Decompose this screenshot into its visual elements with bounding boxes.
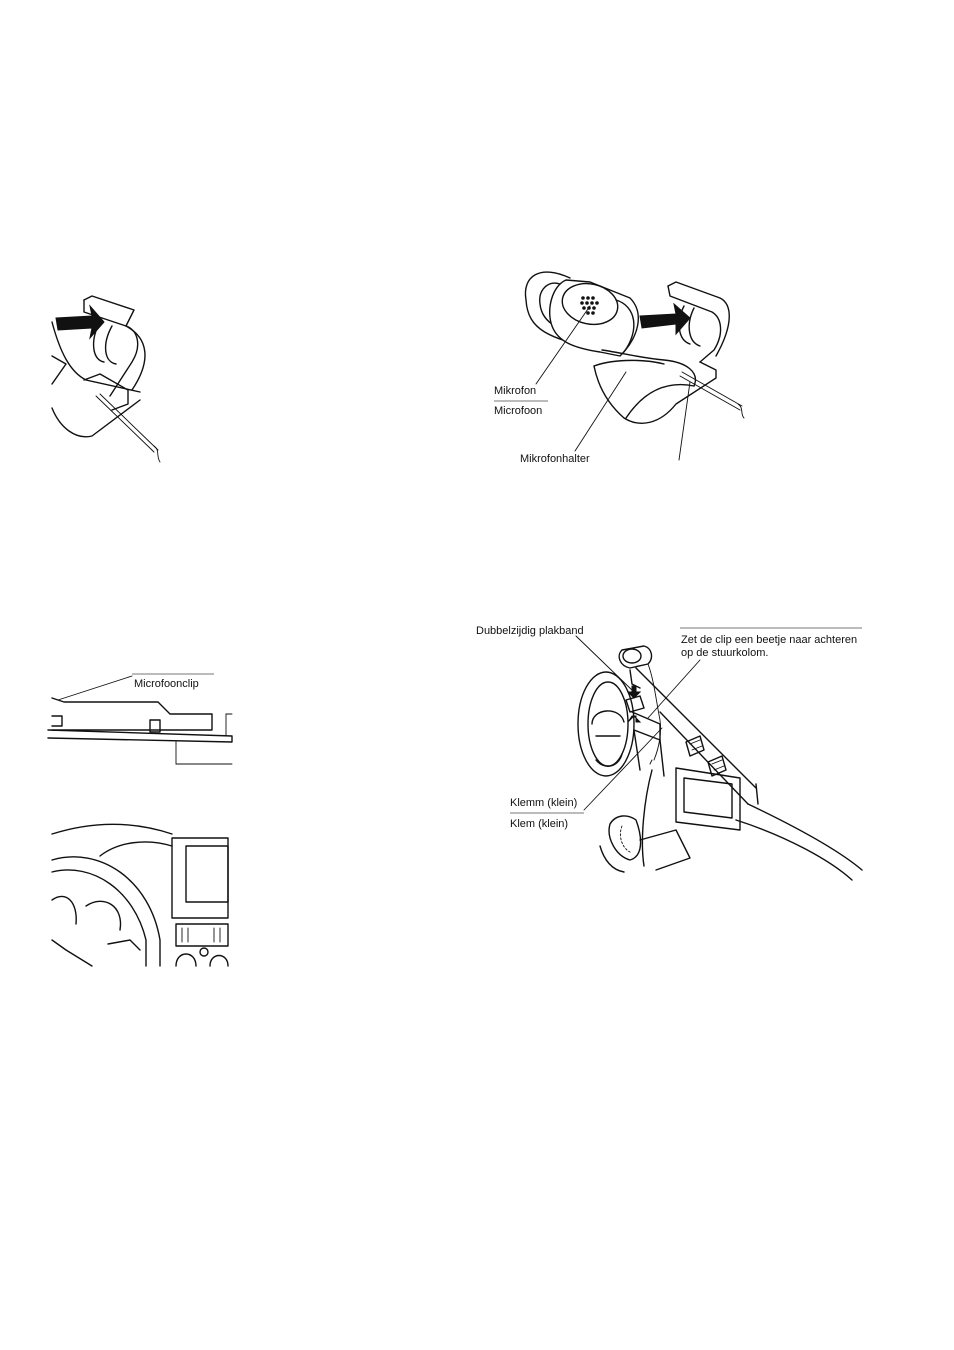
holder-label: Mikrofonhalter [520,453,590,465]
clamp-label-nl: Klem (klein) [510,818,569,830]
clamp-label-de: Klemm (klein) [510,797,578,809]
microphone-clip-label: Microfoonclip [134,678,199,690]
mic-label-nl: Microfoon [494,405,543,417]
mic-label-de: Mikrofon [494,385,537,397]
instruction-text: Zet de clip een beetje naar achteren op de stuurkolom. [681,634,858,659]
tape-label: Dubbelzijdig plakband [476,625,584,637]
